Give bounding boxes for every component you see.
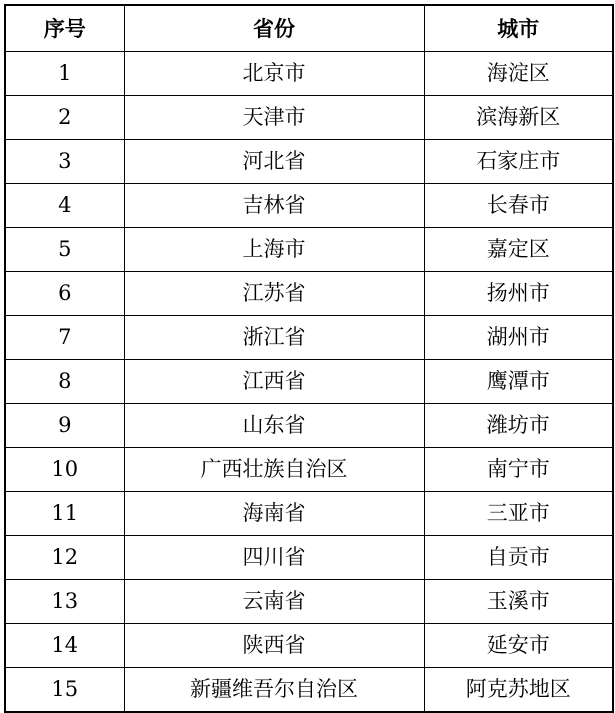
header-cell-province: 省份 <box>124 5 424 52</box>
province-cell: 四川省 <box>124 536 424 580</box>
city-cell: 三亚市 <box>424 492 613 536</box>
city-cell: 长春市 <box>424 184 613 228</box>
city-cell: 阿克苏地区 <box>424 668 613 713</box>
city-cell: 延安市 <box>424 624 613 668</box>
header-cell-city: 城市 <box>424 5 613 52</box>
row-index-cell: 14 <box>5 624 124 668</box>
table-header <box>5 5 613 52</box>
table-row <box>5 404 613 448</box>
province-city-table <box>4 4 614 713</box>
province-cell: 陕西省 <box>124 624 424 668</box>
province-cell: 天津市 <box>124 96 424 140</box>
row-index-cell: 1 <box>5 52 124 96</box>
table-body <box>5 52 613 713</box>
table-row <box>5 580 613 624</box>
row-index-cell: 11 <box>5 492 124 536</box>
table-row <box>5 184 613 228</box>
row-index-cell: 3 <box>5 140 124 184</box>
row-index-cell: 7 <box>5 316 124 360</box>
city-cell: 湖州市 <box>424 316 613 360</box>
city-cell: 自贡市 <box>424 536 613 580</box>
table-row <box>5 448 613 492</box>
row-index-cell: 6 <box>5 272 124 316</box>
table-row <box>5 272 613 316</box>
province-cell: 云南省 <box>124 580 424 624</box>
row-index-cell: 10 <box>5 448 124 492</box>
table-row <box>5 52 613 96</box>
header-cell-index: 序号 <box>5 5 124 52</box>
city-cell: 滨海新区 <box>424 96 613 140</box>
row-index-cell: 13 <box>5 580 124 624</box>
province-cell: 海南省 <box>124 492 424 536</box>
row-index-cell: 8 <box>5 360 124 404</box>
city-cell: 嘉定区 <box>424 228 613 272</box>
row-index-cell: 2 <box>5 96 124 140</box>
province-cell: 江苏省 <box>124 272 424 316</box>
table-row <box>5 668 613 713</box>
province-cell: 河北省 <box>124 140 424 184</box>
city-cell: 潍坊市 <box>424 404 613 448</box>
province-cell: 江西省 <box>124 360 424 404</box>
table-row <box>5 96 613 140</box>
row-index-cell: 4 <box>5 184 124 228</box>
city-cell: 玉溪市 <box>424 580 613 624</box>
province-cell: 广西壮族自治区 <box>124 448 424 492</box>
table-row <box>5 492 613 536</box>
row-index-cell: 5 <box>5 228 124 272</box>
province-cell: 浙江省 <box>124 316 424 360</box>
table-row <box>5 536 613 580</box>
table-row <box>5 316 613 360</box>
table-row <box>5 140 613 184</box>
city-cell: 鹰潭市 <box>424 360 613 404</box>
province-cell: 北京市 <box>124 52 424 96</box>
province-cell: 山东省 <box>124 404 424 448</box>
table-row <box>5 360 613 404</box>
row-index-cell: 9 <box>5 404 124 448</box>
city-cell: 海淀区 <box>424 52 613 96</box>
row-index-cell: 12 <box>5 536 124 580</box>
header-row <box>5 5 613 52</box>
province-cell: 吉林省 <box>124 184 424 228</box>
city-cell: 石家庄市 <box>424 140 613 184</box>
table-row <box>5 228 613 272</box>
city-cell: 扬州市 <box>424 272 613 316</box>
table-row <box>5 624 613 668</box>
city-cell: 南宁市 <box>424 448 613 492</box>
row-index-cell: 15 <box>5 668 124 713</box>
province-cell: 新疆维吾尔自治区 <box>124 668 424 713</box>
province-cell: 上海市 <box>124 228 424 272</box>
